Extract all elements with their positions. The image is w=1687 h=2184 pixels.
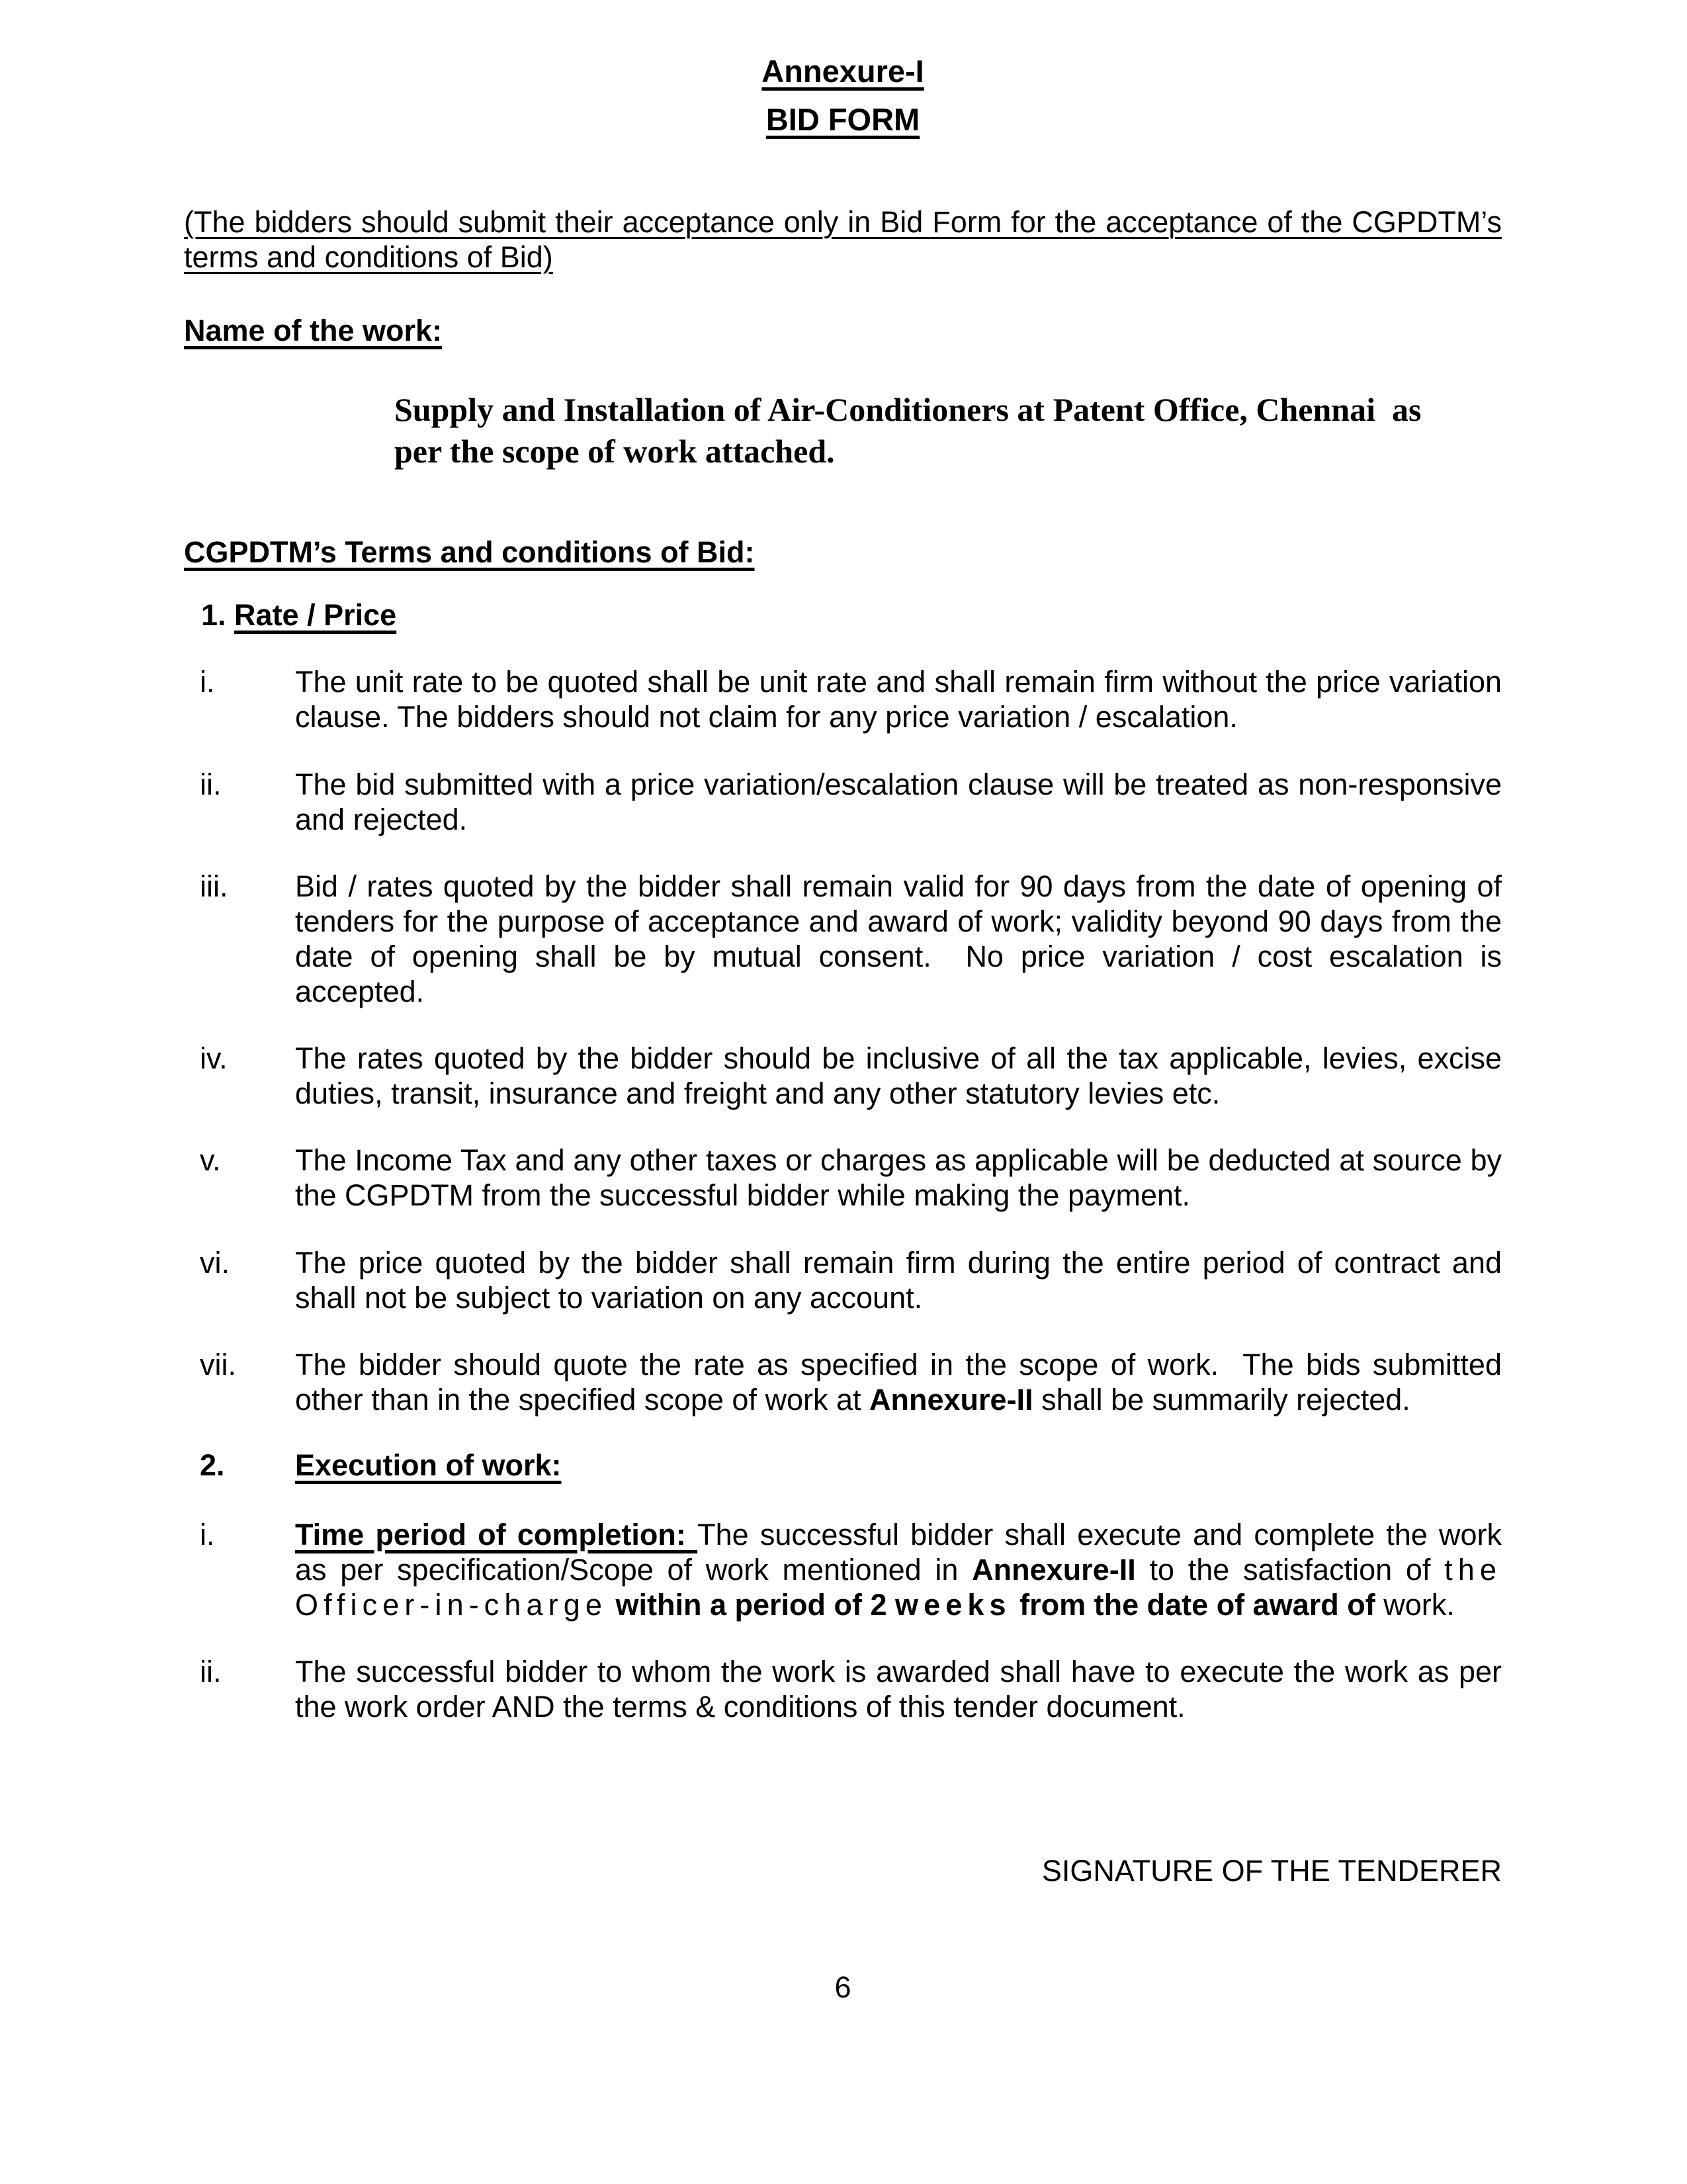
section1-heading-row: [184, 597, 1502, 633]
item-text: [295, 1347, 1502, 1417]
annexure-ii-ref: Annexure-II: [869, 1382, 1033, 1417]
list-item-2-ii: [184, 1654, 1502, 1724]
item-text-run-bold: from the date of award of: [1011, 1588, 1375, 1622]
terms-heading-row: [184, 535, 1502, 570]
page-number: 6: [834, 1970, 851, 2004]
intro-paragraph: (The bidders should submit their acceptance only in Bid Form for the acceptance of the CGPDTM’s terms and conditions of Bid): [184, 204, 1502, 274]
item-number: ii.: [200, 767, 222, 801]
section1-number: 1.: [201, 598, 226, 633]
item-text-run-spaced: the Officer-in-charge: [295, 1553, 1502, 1622]
item-number: vii.: [200, 1347, 236, 1381]
work-name-line2: per the scope of work attached.: [394, 433, 835, 470]
list-item-1-v: [184, 1143, 1502, 1213]
list-item-1-vii: [184, 1347, 1502, 1417]
terms-heading: CGPDTM’s Terms and conditions of Bid:: [184, 535, 755, 570]
list-item-1-i: [184, 664, 1502, 734]
section2-number: 2.: [200, 1448, 225, 1482]
item-text-run: work.: [1375, 1588, 1455, 1622]
item-text-run: shall be summarily rejected.: [1033, 1382, 1410, 1417]
annexure-title: Annexure-I: [761, 54, 924, 89]
work-name: [394, 389, 1426, 472]
list-item-2-i: [184, 1517, 1502, 1622]
list-item-1-ii: [184, 767, 1502, 837]
item-number: i.: [200, 1517, 215, 1551]
bid-form-title: BID FORM: [765, 102, 920, 138]
list-item-1-vi: [184, 1245, 1502, 1315]
list-item-1-iv: [184, 1041, 1502, 1111]
item-text: The successful bidder to whom the work is awarded shall have to execute the work as per the work order AND the terms & conditions of this tender document.: [295, 1655, 1502, 1724]
item-text-run: The bidder should quote the rate as specified in the scope of work. The bids submitted other than in the specified scope of work at: [295, 1347, 1502, 1417]
item-text: The unit rate to be quoted shall be unit rate and shall remain firm without the price variation clause. The bidders should not claim for any price variation / escalation.: [295, 665, 1502, 734]
item-text-run: to the satisfaction of: [1135, 1553, 1445, 1587]
item-text-run-bold: within a period of 2: [615, 1588, 896, 1622]
item-text-run-bold-spaced: weeks: [895, 1588, 1012, 1622]
item-text: [295, 1517, 1502, 1622]
item-text-run: [607, 1588, 616, 1622]
annexure-ii-ref: Annexure-II: [972, 1553, 1136, 1587]
item-number: ii.: [200, 1655, 222, 1689]
item-number: v.: [200, 1143, 221, 1178]
item-text: The Income Tax and any other taxes or charges as applicable will be deducted at source by the CGPDTM from the successful bidder while making the payment.: [295, 1143, 1502, 1213]
list-item-1-iii: [184, 869, 1502, 1009]
item-number: iii.: [200, 869, 228, 903]
signature-line: SIGNATURE OF THE TENDERER: [1041, 1854, 1502, 1888]
item-text: The price quoted by the bidder shall remain firm during the entire period of contract and shall not be subject to variation on any account.: [295, 1245, 1502, 1315]
item-number: i.: [200, 665, 215, 699]
section1-title: Rate / Price: [234, 598, 397, 633]
name-of-work-label: Name of the work:: [184, 314, 443, 348]
item-text: The rates quoted by the bidder should be inclusive of all the tax applicable, levies, excise duties, transit, insurance and freight and any other statutory levies etc.: [295, 1041, 1502, 1111]
item-text: The bid submitted with a price variation/escalation clause will be treated as non-responsive and rejected.: [295, 767, 1502, 836]
item-number: vi.: [200, 1245, 230, 1280]
section2-title: Execution of work:: [295, 1448, 562, 1482]
work-name-line1: Supply and Installation of Air-Conditioners at Patent Office, Chennai as: [394, 391, 1422, 429]
section2-heading-row: [184, 1448, 1502, 1483]
item-text: Bid / rates quoted by the bidder shall remain valid for 90 days from the date of opening of tenders for the purpose of acceptance and award of work; validity beyond 90 days from the date of opening shall be by mutual consent. No price variation / cost escalation is accepted.: [295, 869, 1502, 1009]
time-period-heading: Time period of completion:: [295, 1517, 698, 1551]
item-number: iv.: [200, 1041, 228, 1076]
item-text-run: The successful bidder shall execute and complete the work as per specification/Scope of work mentioned in: [295, 1517, 1502, 1587]
